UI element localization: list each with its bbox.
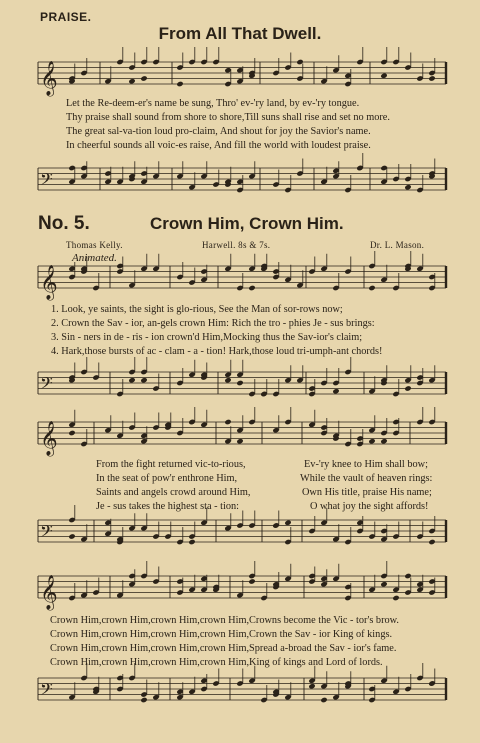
bass-clef-icon: 𝄢 — [40, 169, 53, 193]
note-head — [68, 533, 75, 539]
note-head — [248, 285, 255, 291]
tempo-marking: Animated. — [72, 252, 117, 264]
treble-clef-icon: 𝄞 — [40, 575, 58, 610]
hymn2-title: Crown Him, Crown Him. — [150, 214, 344, 233]
middle-right-1: Ev-'ry knee to Him shall bow; — [304, 459, 428, 470]
note-head — [320, 697, 327, 703]
refrain-4: Crown Him,crown Him,crown Him,crown Him,King of kings and Lord of lords. — [50, 657, 383, 668]
note-head — [308, 683, 315, 689]
tune-meter: Harwell. 8s & 7s. — [202, 240, 271, 250]
hymn1-title: From All That Dwell. — [158, 24, 322, 43]
note-head — [404, 385, 411, 391]
note-head — [128, 377, 135, 383]
note-head — [224, 377, 231, 383]
note-head — [140, 377, 147, 383]
middle-left-4: Je - sus takes the highest sta - tion: — [96, 501, 239, 512]
hymn-number: No. 5. — [38, 213, 90, 234]
note-head — [68, 430, 75, 436]
note-head — [380, 73, 387, 79]
note-head — [368, 438, 375, 444]
refrain-1: Crown Him,crown Him,crown Him,crown Him,Crowns become the Vic - tor's brow. — [50, 615, 399, 626]
note-head — [188, 539, 195, 545]
refrain-2: Crown Him,crown Him,crown Him,crown Him,Crown the Sav - ior King of kings. — [50, 629, 393, 640]
note-head — [392, 595, 399, 601]
note-head — [404, 184, 411, 190]
author-credit: Thomas Kelly. — [66, 240, 123, 250]
verse-2: 2. Crown the Sav - ior, an-gels crown Him: Rich the tro - phies Je - sus brings: — [51, 318, 375, 329]
bass-clef-icon: 𝄢 — [40, 679, 53, 703]
hymn1-line-3: The great sal-va-tion loud pro-claim, And shout for joy the Savior's name. — [66, 126, 371, 137]
middle-right-3: Own His title, praise His name; — [302, 487, 432, 498]
verse-4: 4. Hark,those bursts of ac - clam - a - tion! Hark,those loud tri-umph-ant chords! — [51, 346, 383, 357]
note-head — [140, 697, 147, 703]
note-head — [224, 419, 231, 425]
note-head — [332, 388, 339, 394]
refrain-3: Crown Him,crown Him,crown Him,crown Him,Spread a-broad the Sav - ior's fame. — [50, 643, 397, 654]
note-head — [236, 380, 243, 386]
treble-clef-icon: 𝄞 — [40, 421, 58, 456]
composer-credit: Dr. L. Mason. — [370, 240, 425, 250]
note-head — [236, 438, 243, 444]
section-label: PRAISE. — [40, 10, 92, 24]
note-head — [248, 578, 255, 584]
note-head — [176, 81, 183, 87]
note-head — [428, 539, 435, 545]
treble-clef-icon: 𝄞 — [40, 265, 58, 300]
hymn1-line-1: Let the Re-deem-er's name be sung, Thro' ev-'ry land, by ev-'ry tongue. — [66, 98, 360, 109]
note-head — [428, 75, 435, 81]
verse-1: 1. Look, ye saints, the sight is glo-rious, See the Man of sor-rows now; — [51, 304, 343, 315]
middle-left-1: From the fight returned vic-to-rious, — [96, 459, 246, 470]
note-head — [128, 78, 135, 84]
verse-3: 3. Sin - ners in de - ris - ion crown'd Him,Mocking thus the Sav-ior's claim; — [51, 332, 363, 343]
hymn1-line-2: Thy praise shall sound from shore to shore,Till suns shall rise and set no more. — [66, 112, 390, 123]
note-head — [140, 75, 147, 81]
hymn1-line-4: In cheerful sounds all voic-es raise, And fill the world with loudest praise. — [66, 140, 371, 151]
middle-right-2: While the vault of heaven rings: — [300, 473, 433, 484]
bass-clef-icon: 𝄢 — [40, 521, 53, 545]
middle-left-2: In the seat of pow'r enthrone Him, — [96, 473, 238, 484]
note-head — [284, 520, 291, 526]
middle-left-3: Saints and angels crowd around Him, — [96, 487, 251, 498]
note-head — [368, 285, 375, 291]
note-head — [380, 438, 387, 444]
note-head — [380, 581, 387, 587]
middle-right-4: O what joy the sight affords! — [310, 501, 429, 512]
treble-clef-icon: 𝄞 — [40, 61, 58, 96]
bass-clef-icon: 𝄢 — [40, 373, 53, 397]
